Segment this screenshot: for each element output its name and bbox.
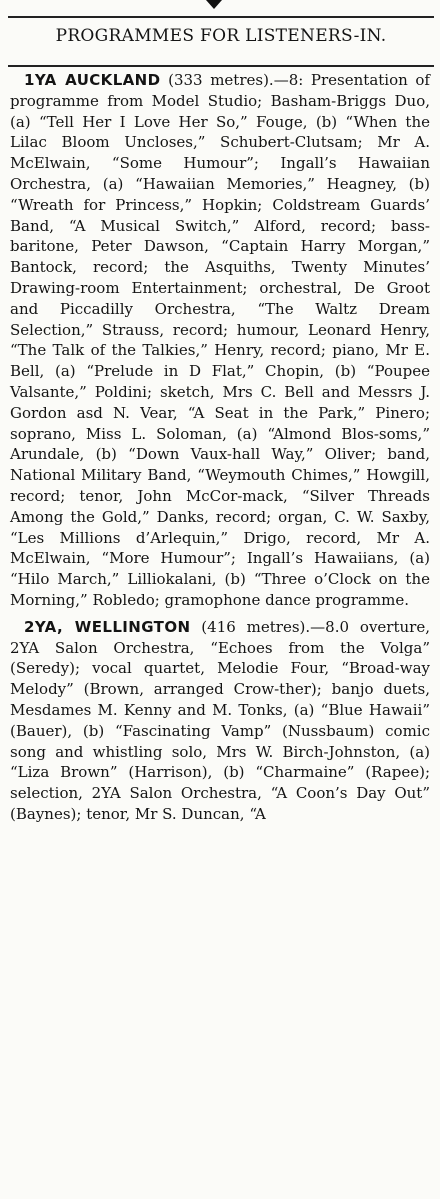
programme-column [10,70,430,831]
programme-text: (416 metres).—8.0 overture, 2YA Salon Orchestra, “Echoes from the Volga” (Seredy); vocal quartet, Melodie Four, “Broad-way Melody” (Brown, arranged Crow-ther); banjo duets, Mesdames M. Kenny and M. Tonks, (a) “Blue Hawaii” (Bauer), (b) “Fascinating Vamp” (Nussbaum) comic song and whistling solo, Mrs W. Birch-Johnston, (a) “Liza Brown” (Harrison), (b) “Charmaine” (Rapee); selection, 2YA Salon Orchestra, “A Coon’s Day Out” (Baynes); tenor, Mr S. Duncan, “A [10,617,430,823]
column-top-mark [206,0,222,9]
top-rule [8,16,434,18]
programme-item-auckland [10,70,430,611]
station-name: 2YA, WELLINGTON [24,617,191,636]
page-title: PROGRAMMES FOR LISTENERS-IN. [55,26,387,46]
programme-text: (333 metres).—8: Presentation of programme from Model Studio; Basham-Briggs Duo, (a) “Tell Her I Love Her So,” Fouge, (b) “When the Lilac Bloom Uncloses,” Schubert-Clutsam; Mr A. McElwain, “Some Humour”; Ingall’s Hawaiian Orchestra, (a) “Hawaiian Memories,” Heagney, (b) “Wreath for Princess,” Hopkin; Coldstream Guards’ Band, “A Musical Switch,” Alford, record; bass-baritone, Peter Dawson, “Captain Harry Morgan,” Bantock, record; the Asquiths, Twenty Minutes’ Drawing-room Entertainment; orchestral, De Groot and Piccadilly Orchestra, “The Waltz Dream Selection,” Strauss, record; humour, Leonard Henry, “The Talk of the Talkies,” Henry, record; piano, Mr E. Bell, (a) “Prelude in D Flat,” Chopin, (b) “Poupee Valsante,” Poldini; sketch, Mrs C. Bell and Messrs J. Gordon asd N. Vear, “A Seat in the Park,” Pinero; soprano, Miss L. Soloman, (a) “Almond Blos-soms,” Arundale, (b) “Down Vaux-hall Way,” Oliver; band, National Military Band, “Weymouth Chimes,” Howgill, record; tenor, John McCor-mack, “Silver Threads Among the Gold,” Danks, record; organ, C. W. Saxby, “Les Millions d’Arlequin,” Drigo, record, Mr A. McElwain, “More Humour”; Ingall’s Hawaiians, (a) “Hilo March,” Lilliokalani, (b) “Three o’Clock on the Morning,” Robledo; gramophone dance programme. [10,71,430,609]
station-name: 1YA AUCKLAND [24,71,161,89]
programme-item-wellington [10,617,430,825]
heading-rule [8,65,434,67]
